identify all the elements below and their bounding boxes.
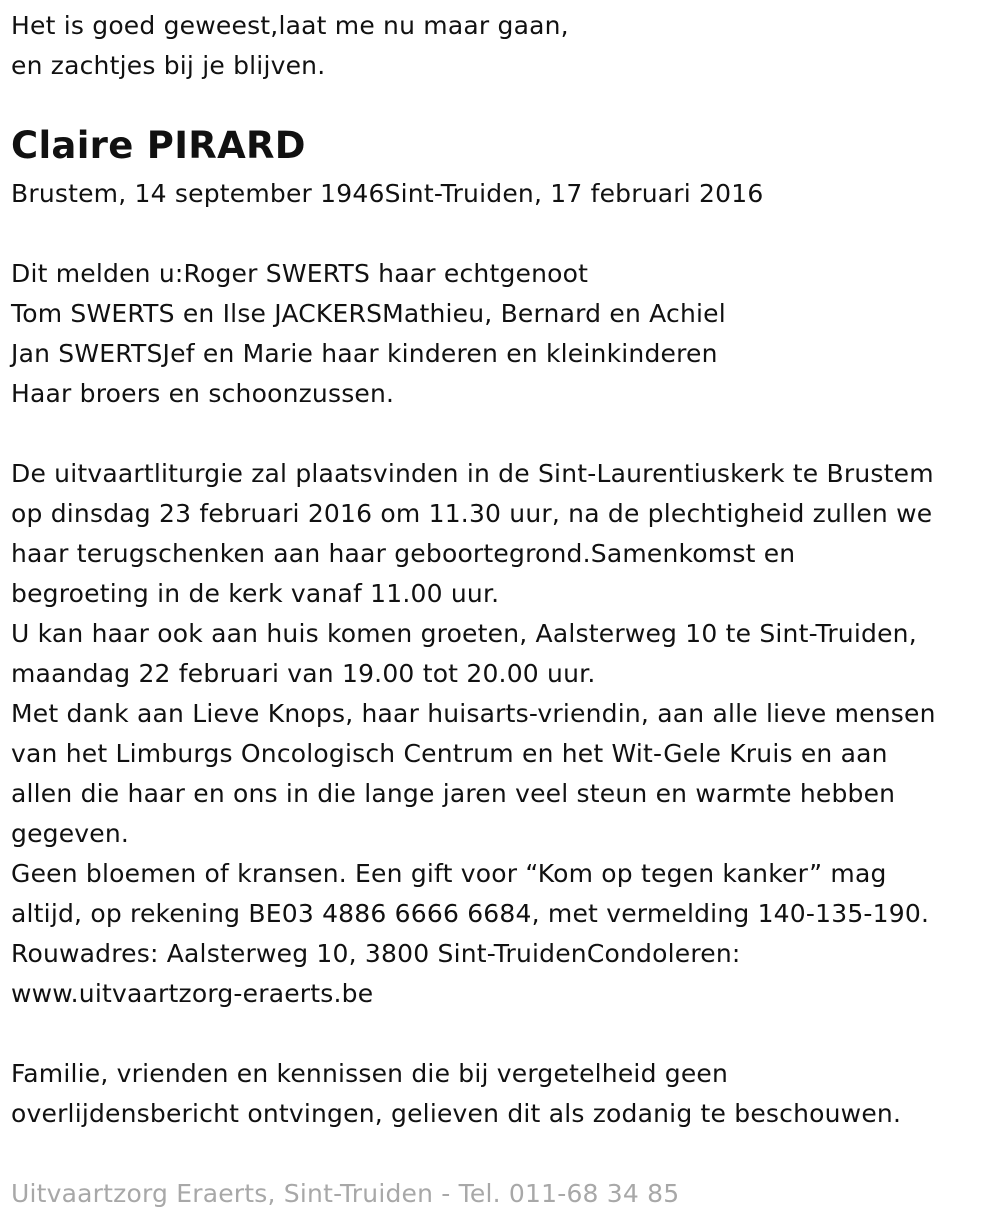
deceased-name: Claire PIRARD: [11, 124, 306, 167]
body-line: www.uitvaartzorg-eraerts.be: [11, 979, 374, 1008]
body-line: De uitvaartliturgie zal plaatsvinden in de Sint-Laurentiuskerk te Brustem: [11, 459, 934, 488]
body-line: gegeven.: [11, 819, 130, 848]
family-line: Tom SWERTS en Ilse JACKERSMathieu, Bernard en Achiel: [11, 299, 726, 328]
body-line: Met dank aan Lieve Knops, haar huisarts-vriendin, aan alle lieve mensen: [11, 699, 936, 728]
funeral-details: [11, 454, 936, 1014]
closing-note: [11, 1054, 901, 1134]
body-line: op dinsdag 23 februari 2016 om 11.30 uur, na de plechtigheid zullen we: [11, 499, 933, 528]
verse-line: en zachtjes bij je blijven.: [11, 51, 326, 80]
body-line: Geen bloemen of kransen. Een gift voor “Kom op tegen kanker” mag: [11, 859, 887, 888]
body-line: U kan haar ook aan huis komen groeten, Aalsterweg 10 te Sint-Truiden,: [11, 619, 917, 648]
body-line: begroeting in de kerk vanaf 11.00 uur.: [11, 579, 500, 608]
body-line: allen die haar en ons in die lange jaren veel steun en warmte hebben: [11, 779, 896, 808]
memorial-verse: [11, 6, 569, 86]
closing-line: Familie, vrienden en kennissen die bij vergetelheid geen: [11, 1059, 729, 1088]
body-line: van het Limburgs Oncologisch Centrum en het Wit-Gele Kruis en aan: [11, 739, 888, 768]
family-line: Haar broers en schoonzussen.: [11, 379, 395, 408]
verse-line: Het is goed geweest,laat me nu maar gaan,: [11, 11, 569, 40]
footer-line: Uitvaartzorg Eraerts, Sint-Truiden - Tel. 011-68 34 85: [11, 1179, 680, 1208]
funeral-home-footer: [11, 1174, 679, 1214]
body-line: maandag 22 februari van 19.00 tot 20.00 uur.: [11, 659, 596, 688]
body-line: haar terugschenken aan haar geboortegrond.Samenkomst en: [11, 539, 796, 568]
dates-line: Brustem, 14 september 1946Sint-Truiden, 17 februari 2016: [11, 179, 764, 208]
family-announcement: [11, 254, 726, 414]
birth-death-dates: [11, 174, 763, 214]
body-line: altijd, op rekening BE03 4886 6666 6684, met vermelding 140-135-190.: [11, 899, 930, 928]
closing-line: overlijdensbericht ontvingen, gelieven dit als zodanig te beschouwen.: [11, 1099, 902, 1128]
body-line: Rouwadres: Aalsterweg 10, 3800 Sint-TruidenCondoleren:: [11, 939, 741, 968]
family-line: Jan SWERTSJef en Marie haar kinderen en kleinkinderen: [11, 339, 718, 368]
family-line: Dit melden u:Roger SWERTS haar echtgenoot: [11, 259, 589, 288]
